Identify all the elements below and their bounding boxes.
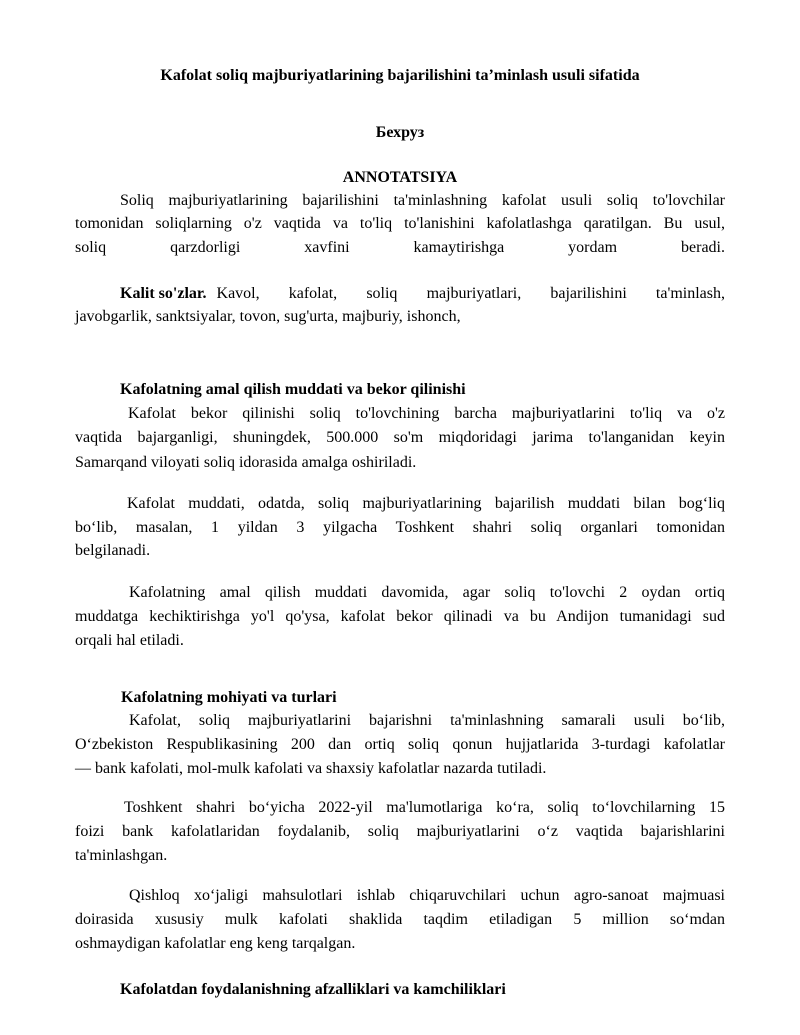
paragraph-line: foizi bank kafolatlaridan foydalanib, soliq majburiyatlarini o‘z vaqtida bajarishlarini [75, 823, 725, 840]
keywords-text: Kavol, kafolat, soliq majburiyatlari, bajarilishini ta'minlash, [216, 285, 725, 302]
paragraph-line: Toshkent shahri bo‘yicha 2022-yil ma'lumotlariga ko‘ra, soliq to‘lovchilarning 15 [124, 799, 725, 816]
paragraph-line: Qishloq xo‘jaligi mahsulotlari ishlab chiqaruvchilari uchun agro-sanoat majmuasi [129, 887, 725, 904]
section-heading: Kafolatdan foydalanishning afzalliklari va kamchiliklari [120, 981, 506, 998]
keywords-line [120, 284, 725, 304]
abstract-heading: ANNOTATSIYA [342, 169, 458, 186]
paragraph-line: Kafolat muddati, odatda, soliq majburiyatlarining bajarilish muddati bilan bog‘liq [127, 495, 725, 512]
abstract-line: soliq qarzdorligi xavfini kamaytirishga yordam beradi. [75, 239, 725, 256]
paragraph-line: Samarqand viloyati soliq idorasida amalga oshiriladi. [75, 454, 417, 471]
paper-title: Kafolat soliq majburiyatlarining bajarilishini ta’minlash usuli sifatida [160, 67, 640, 84]
paragraph-line: oshmaydigan kafolatlar eng keng tarqalgan. [75, 935, 356, 952]
paragraph-line: orqali hal etiladi. [75, 632, 184, 649]
paragraph-line: Kafolatning amal qilish muddati davomida, agar soliq to'lovchi 2 oydan ortiq [129, 584, 725, 601]
paragraph-line: — bank kafolati, mol-mulk kafolati va shaxsiy kafolatlar nazarda tutiladi. [75, 760, 547, 777]
abstract-line: Soliq majburiyatlarining bajarilishini ta'minlashning kafolat usuli soliq to'lovchilar [120, 192, 725, 209]
keywords-label: Kalit so'zlar. [120, 285, 207, 302]
paragraph-line: Kafolat, soliq majburiyatlarini bajarishni ta'minlashning samarali usuli bo‘lib, [129, 712, 725, 729]
author-name: Бехруз [375, 124, 425, 141]
section-heading: Kafolatning amal qilish muddati va bekor qilinishi [120, 381, 466, 398]
section-heading: Kafolatning mohiyati va turlari [121, 689, 337, 706]
paragraph-line: doirasida xususiy mulk kafolati shaklida taqdim etiladigan 5 million so‘mdan [75, 911, 725, 928]
paragraph-line: vaqtida bajarganligi, shuningdek, 500.000 so'm miqdoridagi jarima to'langanidan keyin [75, 429, 725, 446]
paragraph-line: bo‘lib, masalan, 1 yildan 3 yilgacha Toshkent shahri soliq organlari tomonidan [75, 519, 725, 536]
abstract-line: tomonidan soliqlarning o'z vaqtida va to'liq to'lanishini kafolatlashga qaratilgan. Bu usul, [75, 215, 725, 232]
paragraph-line: muddatga kechiktirishga yo'l qo'ysa, kafolat bekor qilinadi va bu Andijon tumanidagi sud [75, 608, 725, 625]
paragraph-line: Kafolat bekor qilinishi soliq to'lovchining barcha majburiyatlarini to'liq va o'z [128, 405, 725, 422]
paragraph-line: O‘zbekiston Respublikasining 200 dan ortiq soliq qonun hujjatlarida 3-turdagi kafolatlar [75, 736, 725, 753]
keywords-text: javobgarlik, sanktsiyalar, tovon, sug'urta, majburiy, ishonch, [75, 308, 461, 325]
paragraph-line: belgilanadi. [75, 542, 151, 559]
paragraph-line: ta'minlashgan. [75, 847, 168, 864]
